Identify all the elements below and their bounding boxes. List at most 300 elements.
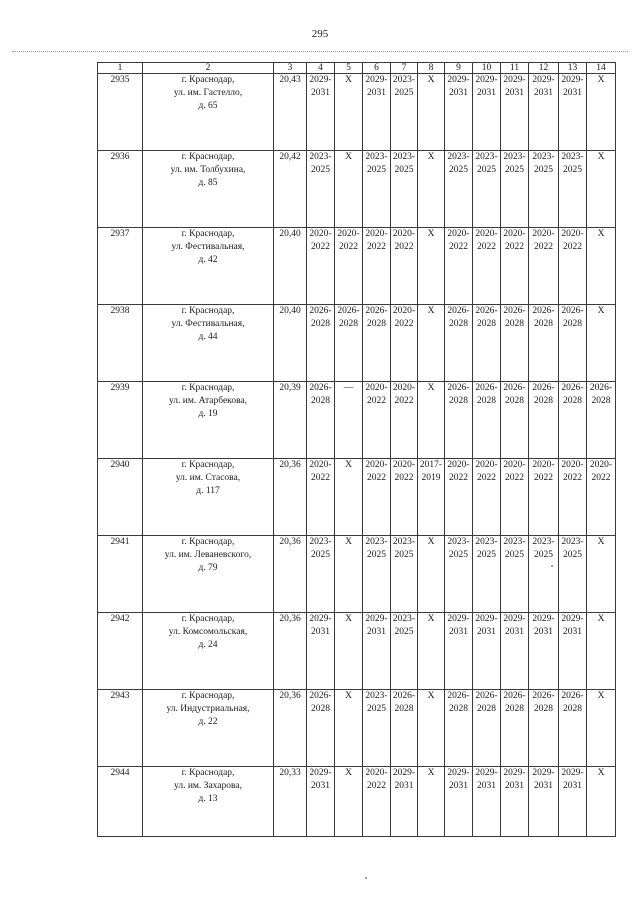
cell-line: г. Краснодар, [181,537,235,547]
schedule-cell-col-13 [559,690,587,767]
cell-line: 2025 [367,550,386,560]
cell-line: д. 24 [198,640,218,650]
cell-line: 2026- [532,306,555,316]
header-divider [12,51,628,52]
cell-line: д. 65 [198,101,218,111]
schedule-cell-col-9 [445,459,473,536]
schedule-cell-col-6 [363,382,391,459]
table-row [98,613,616,690]
cell-line: 2025 [394,627,414,637]
address-cell [143,228,274,305]
cell-line: 2022 [367,242,386,252]
cell-line: 2020- [392,383,416,393]
cell-line: 2028 [505,396,524,406]
schedule-cell-col-9 [445,613,473,690]
table-row [98,305,616,382]
cell-line: 2023- [365,691,388,701]
schedule-cell-col-13 [559,459,587,536]
cell-line: 2028 [367,319,386,329]
schedule-cell-col-14: X [587,536,616,613]
cell-line: 2028 [311,319,330,329]
schedule-cell-col-10 [473,767,501,837]
schedule-cell-col-5: X [335,613,363,690]
cell-line: 2023- [532,152,555,162]
cell-line: 2029- [309,75,332,85]
column-number-5: 5 [335,63,363,74]
cell-line: 2028 [311,396,330,406]
schedule-cell-col-7 [391,228,418,305]
schedule-cell-col-4 [307,151,335,228]
cell-line: 2026- [561,691,584,701]
cell-line: 2026- [475,691,498,701]
address-cell [143,767,274,837]
cell-line: 2022 [449,473,468,483]
cell-line: г. Краснодар, [181,691,235,701]
row-number-cell: 2944 [98,767,143,837]
cell-line: 2029- [503,768,526,778]
cell-line: ул. им. Леваневского, [164,550,252,560]
cell-line: 2031 [311,627,330,637]
schedule-cell-col-7 [391,151,418,228]
schedule-cell-col-13 [559,305,587,382]
schedule-cell-col-7 [391,536,418,613]
schedule-cell-col-7 [391,459,418,536]
schedule-cell-col-8: X [418,74,445,151]
cell-line: 2029- [447,75,470,85]
schedule-cell-col-14: X [587,767,616,837]
schedule-cell-col-8: X [418,305,445,382]
schedule-cell-col-11 [501,382,529,459]
schedule-cell-col-14: X [587,228,616,305]
cell-line: ул. Фестивальная, [171,319,245,329]
cell-line: 2020- [365,383,388,393]
cell-line: 2022 [534,473,553,483]
cell-line: 2023- [475,152,498,162]
schedule-cell-col-9 [445,151,473,228]
schedule-cell-col-14: X [587,151,616,228]
cell-line: 2023- [503,537,526,547]
cell-line: 2026- [561,383,584,393]
schedule-cell-col-13 [559,151,587,228]
row-number-cell: 2938 [98,305,143,382]
cell-line: 2023- [392,152,416,162]
address-cell [143,305,274,382]
schedule-cell-col-4 [307,305,335,382]
cell-line: 2022 [563,242,582,252]
cell-line: 2025 [477,165,496,175]
schedule-cell-col-13 [559,382,587,459]
cell-line: 2029- [503,614,526,624]
page-number: 295 [311,28,329,40]
schedule-cell-col-4 [307,536,335,613]
table-row [98,74,616,151]
cell-line: 2025 [505,165,524,175]
cell-line: 2029- [365,614,388,624]
cell-line: 2026- [309,691,332,701]
schedule-cell-col-10 [473,228,501,305]
column-number-2: 2 [143,63,274,74]
schedule-cell-col-10 [473,459,501,536]
score-cell: 20,40 [274,305,307,382]
schedule-cell-col-12 [529,690,559,767]
cell-line: 2028 [591,396,611,406]
schedule-cell-col-6 [363,228,391,305]
cell-line: 2020- [447,229,470,239]
cell-line: ул. им. Захарова, [174,781,242,791]
cell-line: 2020- [365,460,388,470]
schedule-cell-col-14 [587,459,616,536]
schedule-cell-col-6 [363,74,391,151]
cell-line: 2029- [309,614,332,624]
cell-line: 2031 [534,627,553,637]
schedule-cell-col-11 [501,767,529,837]
schedule-cell-col-10 [473,690,501,767]
cell-line: 2028 [477,319,496,329]
cell-line: г. Краснодар, [181,152,235,162]
score-cell: 20,42 [274,151,307,228]
cell-line: 2017- [419,460,443,470]
schedule-cell-col-13 [559,74,587,151]
cell-line: 2031 [367,627,386,637]
cell-line: г. Краснодар, [181,306,235,316]
schedule-cell-col-5: X [335,74,363,151]
cell-line: д. 22 [198,717,218,727]
score-cell: 20,33 [274,767,307,837]
cell-line: 2023- [532,537,555,547]
row-number-cell: 2939 [98,382,143,459]
row-number-cell: 2943 [98,690,143,767]
cell-line: 2028 [563,704,582,714]
cell-line: 2028 [534,704,553,714]
score-cell: 20,36 [274,459,307,536]
schedule-cell-col-11 [501,690,529,767]
cell-line: 2026- [561,306,584,316]
cell-line: 2023- [447,537,470,547]
cell-line: 2029- [309,768,332,778]
column-number-3: 3 [274,63,307,74]
cell-line: 2026- [309,383,332,393]
cell-line: г. Краснодар, [181,614,235,624]
cell-line: 2025 [311,550,330,560]
schedule-cell-col-7 [391,74,418,151]
score-cell: 20,43 [274,74,307,151]
cell-line: 2029- [475,768,498,778]
schedule-cell-col-6 [363,459,391,536]
cell-line: 2020- [532,460,555,470]
row-number-cell: 2941 [98,536,143,613]
cell-line: 2028 [477,396,496,406]
cell-line: 2028 [563,319,582,329]
cell-line: 2020- [503,460,526,470]
cell-line: 2029- [561,614,584,624]
cell-line: 2026- [475,306,498,316]
scan-speck [365,877,367,879]
schedule-cell-col-11 [501,151,529,228]
cell-line: 2031 [367,88,386,98]
score-cell: 20,36 [274,536,307,613]
cell-line: 2031 [563,781,582,791]
schedule-cell-col-7 [391,690,418,767]
column-number-8: 8 [418,63,445,74]
cell-line: 2025 [534,550,553,560]
cell-line: 2029- [475,75,498,85]
cell-line: 2031 [505,627,524,637]
cell-line: 2031 [449,88,468,98]
cell-line: 2029- [447,614,470,624]
schedule-cell-col-8: X [418,228,445,305]
schedule-cell-col-12 [529,305,559,382]
cell-line: 2022 [534,242,553,252]
schedule-cell-col-5: X [335,151,363,228]
table-row [98,690,616,767]
cell-line: 2025 [311,165,330,175]
cell-line: 2031 [477,88,496,98]
schedule-cell-col-11 [501,613,529,690]
cell-line: ул. Индустриальная, [166,704,250,714]
schedule-cell-col-8: X [418,690,445,767]
cell-line: 2026- [475,383,498,393]
schedule-cell-col-5: X [335,459,363,536]
cell-line: г. Краснодар, [181,229,235,239]
schedule-cell-col-7 [391,305,418,382]
cell-line: 2022 [563,473,582,483]
cell-line: 2020- [365,768,388,778]
schedule-cell-col-4 [307,613,335,690]
schedule-cell-col-13 [559,228,587,305]
row-number-cell: 2942 [98,613,143,690]
column-number-1: 1 [98,63,143,74]
cell-line: 2026- [532,383,555,393]
cell-line: 2020- [365,229,388,239]
schedule-cell-col-4 [307,74,335,151]
cell-line: 2022 [477,473,496,483]
address-cell [143,690,274,767]
row-number-cell: 2937 [98,228,143,305]
cell-line: 2025 [449,165,468,175]
cell-line: 2020- [475,229,498,239]
column-number-14: 14 [587,63,616,74]
cell-line: ул. Фестивальная, [171,242,245,252]
cell-line: 2020- [337,229,360,239]
schedule-cell-col-4 [307,228,335,305]
cell-line: г. Краснодар, [181,383,235,393]
cell-line: д. 19 [198,409,218,419]
cell-line: 2025 [505,550,524,560]
schedule-cell-col-7 [391,382,418,459]
schedule-cell-col-12 [529,767,559,837]
cell-line: 2022 [394,319,414,329]
cell-line: 2028 [311,704,330,714]
cell-line: 2019 [421,473,441,483]
cell-line: 2026- [532,691,555,701]
schedule-cell-col-13 [559,767,587,837]
schedule-cell-col-4 [307,767,335,837]
cell-line: 2020- [309,229,332,239]
schedule-cell-col-11 [501,228,529,305]
cell-line: 2026- [365,306,388,316]
cell-line: 2031 [505,88,524,98]
schedule-cell-col-12 [529,74,559,151]
schedule-cell-col-9 [445,690,473,767]
schedule-cell-col-14: X [587,74,616,151]
cell-line: 2031 [311,88,330,98]
cell-line: 2023- [503,152,526,162]
cell-line: 2029- [392,768,416,778]
cell-line: 2022 [367,473,386,483]
cell-line: ул. им. Толбухина, [170,165,246,175]
cell-line: 2022 [394,473,414,483]
cell-line: 2022 [505,242,524,252]
schedule-cell-col-4 [307,690,335,767]
cell-line: 2025 [563,165,582,175]
schedule-cell-col-12 [529,151,559,228]
cell-line: д. 85 [198,178,218,188]
schedule-cell-col-12 [529,228,559,305]
schedule-cell-col-12 [529,459,559,536]
cell-line: 2029- [532,75,555,85]
table-row [98,536,616,613]
schedule-cell-col-11 [501,74,529,151]
table-row [98,382,616,459]
cell-line: 2031 [534,88,553,98]
schedule-cell-col-13 [559,536,587,613]
cell-line: 2023- [309,537,332,547]
schedule-cell-col-4 [307,382,335,459]
schedule-cell-col-11 [501,536,529,613]
cell-line: 2026- [589,383,613,393]
table-row [98,151,616,228]
cell-line: 2020- [561,229,584,239]
cell-line: 2023- [392,614,416,624]
cell-line: ул. им. Гастелло, [173,88,243,98]
cell-line: 2028 [449,396,468,406]
column-number-9: 9 [445,63,473,74]
cell-line: д. 79 [198,563,218,573]
table-row [98,767,616,837]
cell-line: 2023- [561,152,584,162]
schedule-cell-col-8: X [418,151,445,228]
cell-line: 2031 [394,781,414,791]
schedule-cell-col-12 [529,382,559,459]
cell-line: 2029- [561,768,584,778]
cell-line: 2028 [449,704,468,714]
schedule-cell-col-4 [307,459,335,536]
schedule-cell-col-9 [445,536,473,613]
cell-line: 2029- [532,768,555,778]
cell-line: 2020- [589,460,613,470]
cell-line: 2022 [449,242,468,252]
cell-line: 2023- [447,152,470,162]
schedule-cell-col-6 [363,151,391,228]
schedule-cell-col-6 [363,613,391,690]
cell-line: 2026- [392,691,416,701]
cell-line: 2031 [449,781,468,791]
schedule-cell-col-5: — [335,382,363,459]
cell-line: 2028 [477,704,496,714]
schedule-cell-col-7 [391,767,418,837]
cell-line: 2022 [394,396,414,406]
schedule-cell-col-9 [445,767,473,837]
score-cell: 20,36 [274,690,307,767]
schedule-cell-col-7 [391,613,418,690]
cell-line: 2023- [365,152,388,162]
cell-line: 2023- [392,537,416,547]
cell-line: 2020- [309,460,332,470]
cell-line: 2025 [534,165,553,175]
schedule-cell-col-12 [529,536,559,613]
cell-line: 2026- [447,691,470,701]
cell-line: г. Краснодар, [181,460,235,470]
schedule-cell-col-6 [363,690,391,767]
address-cell [143,151,274,228]
row-number-cell: 2935 [98,74,143,151]
address-cell [143,382,274,459]
cell-line: 2026- [503,691,526,701]
schedule-cell-col-6 [363,536,391,613]
schedule-cell-col-10 [473,305,501,382]
schedule-cell-col-8: X [418,536,445,613]
cell-line: г. Краснодар, [181,768,235,778]
cell-line: ул. им. Атарбекова, [168,396,248,406]
schedule-cell-col-5: X [335,690,363,767]
cell-line: 2029- [447,768,470,778]
cell-line: 2028 [339,319,358,329]
cell-line: 2022 [591,473,611,483]
cell-line: 2028 [534,396,553,406]
column-number-10: 10 [473,63,501,74]
cell-line: 2026- [503,383,526,393]
cell-line: 2023- [475,537,498,547]
score-cell: 20,40 [274,228,307,305]
schedule-cell-col-10 [473,613,501,690]
cell-line: 2020- [475,460,498,470]
cell-line: 2020- [532,229,555,239]
cell-line: д. 13 [198,794,218,804]
cell-line: 2028 [563,396,582,406]
cell-line: 2025 [394,165,414,175]
cell-line: 2026- [503,306,526,316]
cell-line: 2028 [394,704,414,714]
column-number-13: 13 [559,63,587,74]
cell-line: 2026- [309,306,332,316]
schedule-cell-col-12 [529,613,559,690]
cell-line: 2028 [505,704,524,714]
cell-line: 2031 [477,627,496,637]
cell-line: 2028 [449,319,468,329]
column-number-4: 4 [307,63,335,74]
schedule-cell-col-11 [501,305,529,382]
cell-line: 2022 [367,396,386,406]
cell-line: 2022 [505,473,524,483]
cell-line: 2025 [563,550,582,560]
cell-line: 2020- [561,460,584,470]
schedule-cell-col-9 [445,228,473,305]
cell-line: 2031 [563,88,582,98]
cell-line: 2026- [447,306,470,316]
cell-line: 2025 [367,165,386,175]
schedule-cell-col-6 [363,305,391,382]
repair-schedule-table [97,62,616,837]
cell-line: 2029- [475,614,498,624]
cell-line: д. 117 [196,486,220,496]
address-cell [143,459,274,536]
cell-line: 2025 [394,550,414,560]
cell-line: 2020- [447,460,470,470]
cell-line: г. Краснодар, [181,75,235,85]
cell-line: 2031 [505,781,524,791]
cell-line: 2026- [337,306,360,316]
cell-line: 2023- [392,75,416,85]
